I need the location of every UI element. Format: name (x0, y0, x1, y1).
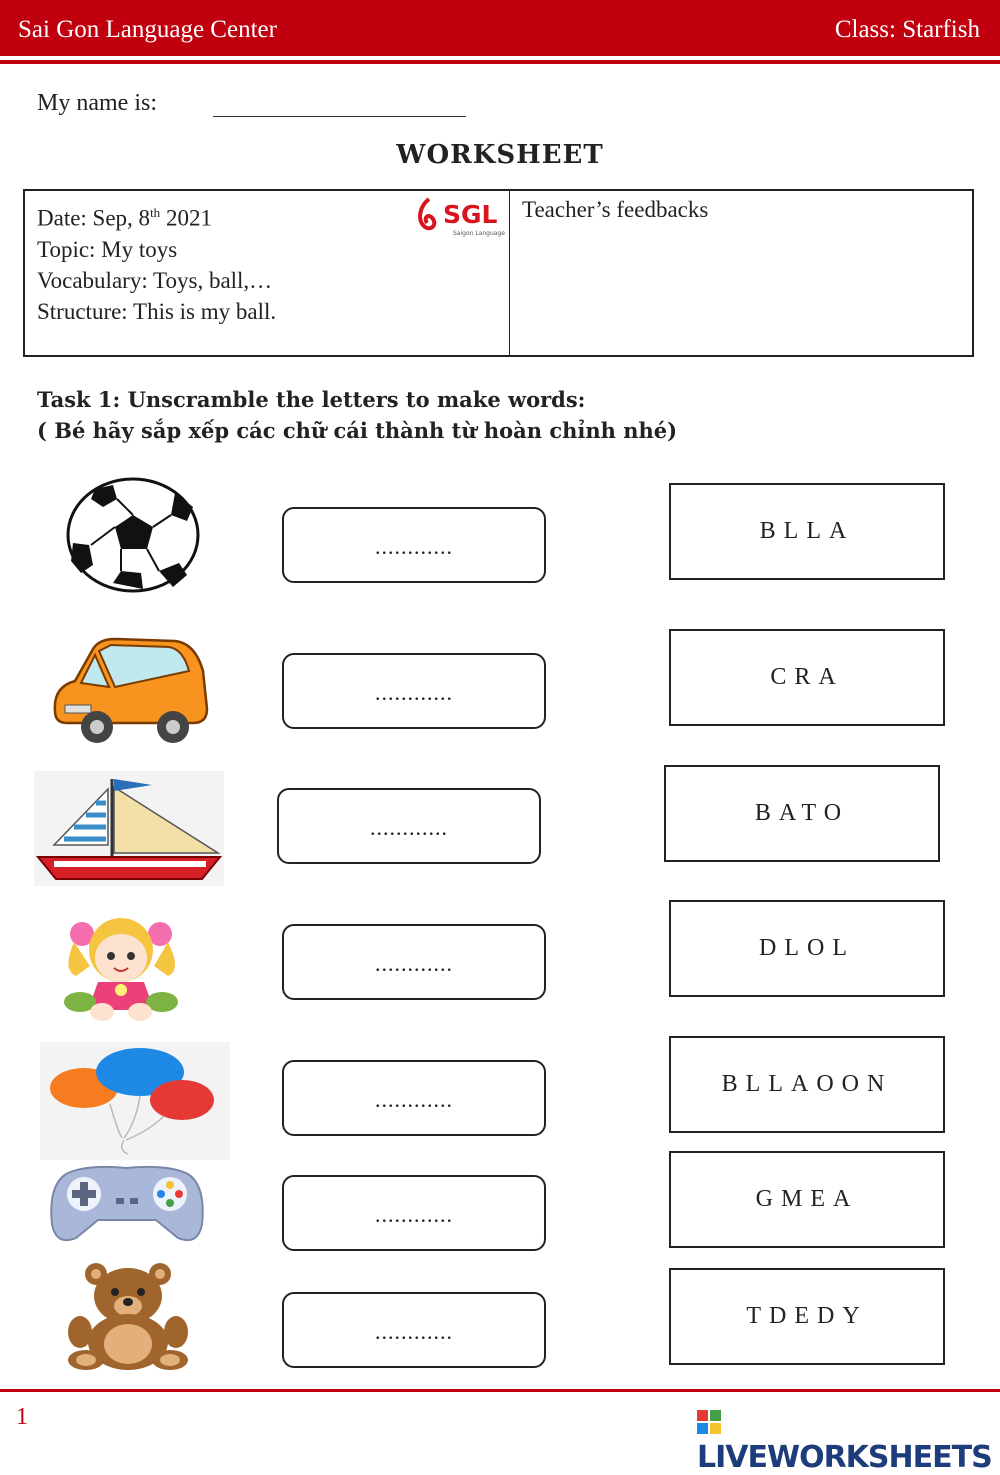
teddy-bear-icon (58, 1262, 248, 1370)
vocabulary-line: Vocabulary: Toys, ball,… (37, 267, 273, 293)
scrambled-word: GMEA (669, 1151, 945, 1248)
liveworksheets-logo-icon (697, 1410, 721, 1434)
footer-divider (0, 1389, 1000, 1392)
answer-box[interactable]: ............ (277, 788, 541, 864)
name-label: My name is: (37, 90, 157, 116)
answer-box[interactable]: ............ (282, 1292, 546, 1368)
class-label: Class: Starfish (834, 16, 980, 43)
scrambled-word: BATO (664, 765, 940, 862)
exercise-row-balloons (0, 1036, 1000, 1156)
sailboat-icon (34, 771, 224, 886)
brand-text: LIVEWORKSHEETS (697, 1440, 992, 1475)
game-controller-icon (46, 1158, 236, 1250)
task-instructions (37, 384, 677, 446)
balloons-icon (40, 1042, 230, 1160)
exercise-row-doll (0, 900, 1000, 1020)
exercise-row-boat (0, 765, 1000, 885)
answer-box[interactable]: ............ (282, 507, 546, 583)
exercise-row-car (0, 625, 1000, 745)
lesson-info (37, 197, 276, 327)
center-name: Sai Gon Language Center (18, 16, 277, 43)
date-line: Date: Sep, 8th 2021 (37, 205, 212, 231)
topic-line: Topic: My toys (37, 236, 178, 262)
exercise-row-game (0, 1150, 1000, 1270)
scrambled-word: TDEDY (669, 1268, 945, 1365)
teacher-feedback-label: Teacher’s feedbacks (522, 197, 709, 222)
svg-text:SGL: SGL (443, 200, 498, 229)
scrambled-word: BLLAOON (669, 1036, 945, 1133)
sgl-logo (415, 195, 511, 239)
exercise-row-ball (0, 475, 1000, 595)
exercise-row-teddy (0, 1262, 1000, 1382)
answer-box[interactable]: ............ (282, 1175, 546, 1251)
structure-line: Structure: This is my ball. (37, 298, 277, 324)
header-bar (0, 0, 1000, 56)
page-number: 1 (16, 1404, 28, 1430)
scrambled-word: CRA (669, 629, 945, 726)
page-title: WORKSHEET (396, 140, 604, 170)
scrambled-word: BLLA (669, 483, 945, 580)
task-translation: ( Bé hãy sắp xếp các chữ cái thành từ hoàn chỉnh nhé) (37, 418, 678, 443)
name-input-line[interactable] (213, 116, 466, 117)
task-title: Task 1: Unscramble the letters to make words: (37, 387, 586, 412)
doll-icon (42, 906, 232, 1021)
soccer-ball-icon (55, 475, 245, 590)
answer-box[interactable]: ............ (282, 1060, 546, 1136)
info-box (23, 189, 974, 357)
scrambled-word: DLOL (669, 900, 945, 997)
header-divider (0, 60, 1000, 64)
info-divider (509, 191, 510, 355)
liveworksheets-brand[interactable] (697, 1405, 1000, 1475)
answer-box[interactable]: ............ (282, 924, 546, 1000)
toy-car-icon (45, 631, 235, 746)
answer-box[interactable]: ............ (282, 653, 546, 729)
svg-text:Saigon Language: Saigon Language (453, 230, 505, 237)
